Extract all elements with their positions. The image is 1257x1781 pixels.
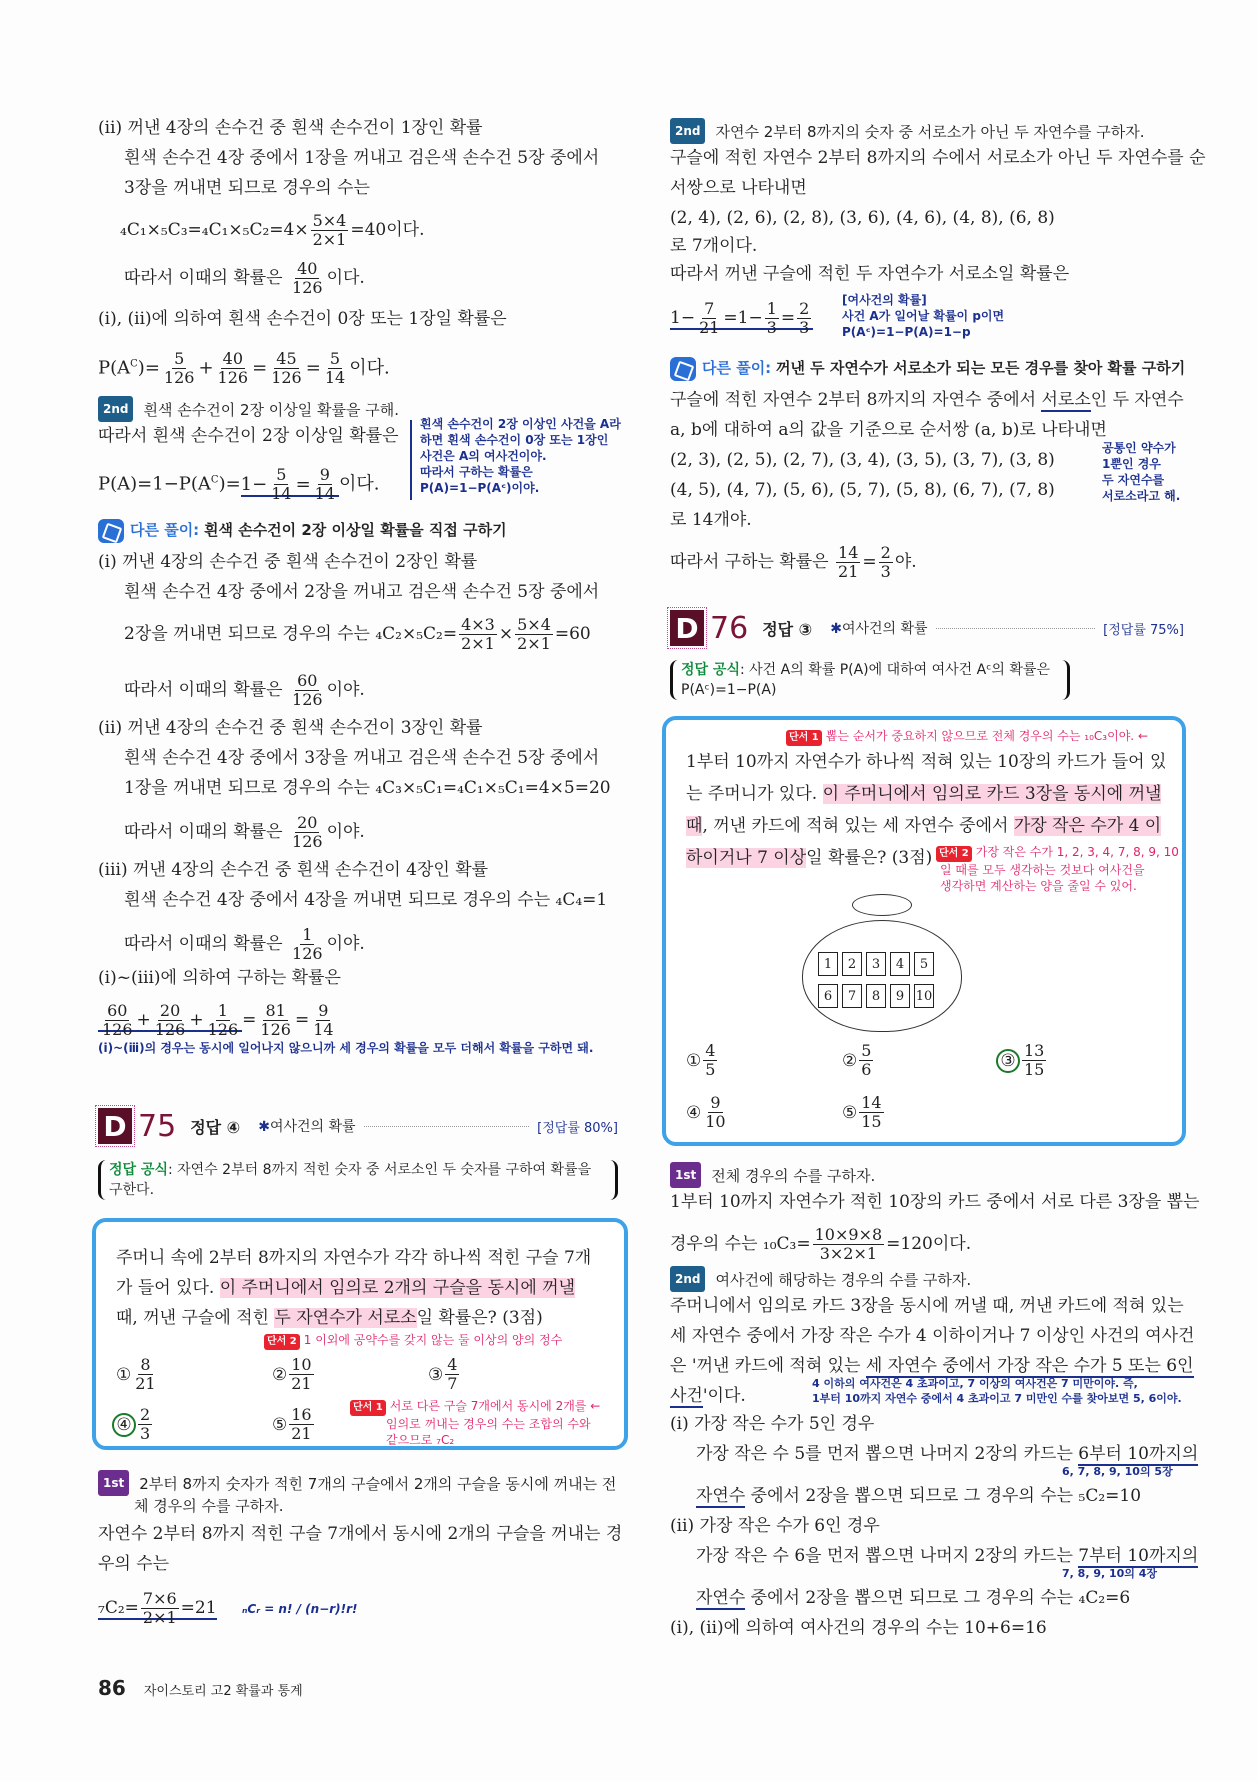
alt-case-1-heading: (ⅰ) 꺼낸 4장의 손수건 중 흰색 손수건이 2장인 확률: [98, 552, 478, 572]
choice-2[interactable]: ② $\frac{10}{21}$: [272, 1355, 312, 1393]
question-line-4: 하이거나 7 이상일 확률은? (3점): [686, 848, 933, 868]
p76-step-2-heading: 2nd 여사건에 해당하는 경우의 수를 구하자.: [670, 1266, 971, 1292]
question-line-2: 가 들어 있다. 이 주머니에서 임의로 2개의 구슬을 동시에 꺼낼: [116, 1278, 575, 1298]
alt-case-3-probability: 따라서 이때의 확률은 $\frac{1}{126}$ 이야.: [124, 925, 365, 963]
difficulty-badge: D: [670, 610, 704, 646]
alt-case-2-heading: (ⅱ) 꺼낸 4장의 손수건 중 흰색 손수건이 3장인 확률: [98, 718, 483, 738]
cards-row-2: 6 7 8 9 10: [816, 984, 936, 1008]
alt-case-1-probability: 따라서 이때의 확률은 $\frac{60}{126}$ 이야.: [124, 671, 365, 709]
complement-note: 흰색 손수건이 2장 이상인 사건을 A라 하면 흰색 손수건이 0장 또는 1장인 사건은 A의 여사건이야. 따라서 구하는 확률은 P(A)=1−P(Aᶜ)이야.: [420, 417, 621, 495]
alt-solution-heading: 다른 풀이: 흰색 손수건이 2장 이상일 확률을 직접 구하기: [98, 518, 507, 543]
answer-formula-box: 정답 공식: 자연수 2부터 8까지 적힌 숫자 중 서로소인 두 숫자를 구하여 확률을 구한다.: [98, 1160, 618, 1200]
question-line-1: 1부터 10까지 자연수가 하나씩 적혀 있는 10장의 카드가 들어 있: [686, 752, 1167, 772]
clue-2-note: 단서 2 1 이외에 공약수를 갖지 않는 둘 이상의 양의 정수: [264, 1332, 562, 1350]
p76-step-2-line-1: 주머니에서 임의로 카드 3장을 동시에 꺼낼 때, 꺼낸 카드에 적혀 있는: [670, 1296, 1184, 1316]
question-line-1: 주머니 속에 2부터 8까지의 자연수가 각각 하나씩 적힌 구슬 7개: [116, 1248, 592, 1268]
step-2-heading: 2nd 흰색 손수건이 2장 이상일 확률을 구해.: [98, 396, 399, 422]
alt-case-2-line-1: 흰색 손수건 4장 중에서 3장을 꺼내고 검은색 손수건 5장 중에서: [124, 748, 600, 768]
correct-answer-circle: ④: [112, 1413, 136, 1437]
count-7: 로 7개이다.: [670, 236, 758, 256]
alt-line-1: 구슬에 적힌 자연수 2부터 8까지의 자연수 중에서 서로소인 두 자연수: [670, 390, 1184, 410]
correct-rate: [정답률 75%]: [1103, 622, 1184, 638]
problem-number: 75: [138, 1108, 177, 1144]
line-2: 서쌍으로 나타내면: [670, 178, 807, 198]
problem-75-header: [98, 1108, 618, 1144]
page-number: 86: [98, 1676, 126, 1700]
alt-total-note: (ⅰ)~(ⅲ)의 경우는 동시에 일어나지 않으니까 세 경우의 확률을 모두 더해서 확률을 구하면 돼.: [98, 1041, 594, 1055]
p75-step-1-line-1: 자연수 2부터 8까지 적힌 구슬 7개에서 동시에 2개의 구슬을 꺼내는 경: [98, 1524, 623, 1544]
p75-step-1-formula: ₇C₂= $\frac{7\times 6}{2\times 1}$ =21 ₙCᵣ = n! / (n−r)!r!: [98, 1589, 358, 1627]
alt-line-2: a, b에 대하여 a의 값을 기준으로 순서쌍 (a, b)로 나타내면: [670, 420, 1107, 440]
case-1-note: 6, 7, 8, 9, 10의 5장: [1062, 1465, 1173, 1478]
p75-step-1-line-2: 우의 수는: [98, 1554, 170, 1574]
case-1-line-2: 자연수 중에서 2장을 뽑으면 되므로 그 경우의 수는 ₅C₂=10: [696, 1486, 1142, 1506]
choice-3-selected[interactable]: ③ $\frac{13}{15}$: [996, 1042, 1048, 1079]
combination-formula-note: ₙCᵣ = n! / (n−r)!r!: [241, 1602, 358, 1616]
coprime-definition-note: 공통인 약수가 1뿐인 경우 두 자연수를 서로소라고 해.: [1102, 441, 1181, 503]
dice-icon: [98, 519, 124, 543]
alt-case-3-line-1: 흰색 손수건 4장 중에서 4장을 꺼내면 되므로 경우의 수는 ₄C₄=1: [124, 890, 608, 910]
fraction: $\frac{5\times 4}{2\times 1}$: [312, 211, 347, 249]
choice-3[interactable]: ③ $\frac{4}{7}$: [428, 1355, 458, 1393]
coprime-pairs-row-1: (2, 3), (2, 5), (2, 7), (3, 4), (3, 5), (3, 7), (3, 8): [670, 450, 1055, 470]
bag-body: [802, 920, 962, 1032]
complement-calc: 1− $\frac{7}{21}$ =1− $\frac{1}{3}$ = $\frac{2}{3}$: [670, 300, 813, 337]
count-14: 로 14개야.: [670, 510, 752, 530]
case-2-probability: 따라서 이때의 확률은 $\frac{40}{126}$ 이다.: [124, 259, 365, 297]
p76-step-2-line-4: 사건'이다.: [670, 1386, 746, 1406]
step-2-heading: 2nd 자연수 2부터 8까지의 숫자 중 서로소가 아닌 두 자연수를 구하자.: [670, 118, 1145, 144]
alt-solution-heading: 다른 풀이: 꺼낸 두 자연수가 서로소가 되는 모든 경우를 찾아 확률 구하기: [670, 356, 1185, 381]
p-ac-formula: $P(A^C)=$ $\frac{5}{126}$ + $\frac{40}{126}$ = $\frac{45}{126}$ = $\frac{5}{14}$ 이다.: [98, 349, 390, 387]
page-footer: [98, 1676, 303, 1704]
p-a-formula: $P(A)=1-P(A^C)=1-$ $\frac{5}{14}$ = $\frac{9}{14}$ 이다.: [98, 465, 380, 503]
alt-case-1-line-2: 2장을 꺼내면 되므로 경우의 수는 ₄C₂×₅C₂= $\frac{4\times 3}{2\times 1}$ × $\frac{5\times 4}{2\times 1}$ =60: [124, 615, 591, 653]
total-line: (ⅰ), (ⅱ)에 의하여 여사건의 경우의 수는 10+6=16: [670, 1618, 1047, 1638]
alt-total-line: (ⅰ)~(ⅲ)에 의하여 구하는 확률은: [98, 968, 341, 988]
case-2-line-2: 3장을 꺼내면 되므로 경우의 수는: [124, 178, 370, 198]
alt-case-3-heading: (ⅲ) 꺼낸 4장의 손수건 중 흰색 손수건이 4장인 확률: [98, 860, 489, 880]
case-1-line-1: 가장 작은 수 5를 먼저 뽑으면 나머지 2장의 카드는 6부터 10까지의: [696, 1444, 1199, 1464]
problem-75-box: [92, 1218, 628, 1450]
case-2-formula: ₄C₁×₅C₃=₄C₁×₅C₂=4× $\frac{5\times 4}{2\times 1}$ =40이다.: [120, 211, 425, 249]
p76-step-2-line-2: 세 자연수 중에서 가장 작은 수가 4 이하이거나 7 이상인 사건의 여사건: [670, 1326, 1195, 1346]
case-2-line-2: 자연수 중에서 2장을 뽑으면 되므로 그 경우의 수는 ₄C₂=6: [696, 1588, 1131, 1608]
dice-icon: [670, 357, 696, 381]
question-line-3: 때, 꺼낸 구슬에 적힌 두 자연수가 서로소일 확률은? (3점): [116, 1308, 543, 1328]
cards-row-1: 1 2 3 4 5: [816, 952, 936, 976]
step-2-badge: 2nd: [98, 396, 133, 422]
bag-opening: [852, 894, 912, 916]
correct-rate: [정답률 80%]: [537, 1120, 618, 1136]
p75-step-1-heading-cont: 체 경우의 수를 구하자.: [134, 1497, 284, 1515]
leader-dots: [364, 1126, 530, 1127]
case-1-heading: (ⅰ) 가장 작은 수가 5인 경우: [670, 1414, 875, 1434]
case-2-line-1: 가장 작은 수 6을 먼저 뽑으면 나머지 2장의 카드는 7부터 10까지의: [696, 1546, 1199, 1566]
choice-5[interactable]: ⑤ $\frac{16}{21}$: [272, 1405, 312, 1443]
case-2-note: 7, 8, 9, 10의 4장: [1062, 1567, 1158, 1580]
alt-case-1-line-1: 흰색 손수건 4장 중에서 2장을 꺼내고 검은색 손수건 5장 중에서: [124, 582, 600, 602]
combine-line: (ⅰ), (ⅱ)에 의하여 흰색 손수건이 0장 또는 1장일 확률은: [98, 309, 507, 329]
question-line-3: 때, 꺼낸 카드에 적혀 있는 세 자연수 중에서 가장 작은 수가 4 이: [686, 816, 1162, 836]
choice-4[interactable]: ④ $\frac{9}{10}$: [686, 1093, 726, 1131]
book-title: 자이스토리 고2 확률과 통계: [143, 1684, 303, 1699]
clue-1-note: 단서 1 서로 다른 구슬 7개에서 동시에 2개를 ← 임의로 꺼내는 경우의 수는 조합의 수와 같으므로 ₇C₂: [350, 1398, 600, 1448]
case-2-line-1: 흰색 손수건 4장 중에서 1장을 꺼내고 검은색 손수건 5장 중에서: [124, 148, 600, 168]
answer-label: 정답 ④: [190, 1117, 241, 1137]
topic-label: ✱여사건의 확률: [830, 621, 928, 637]
p76-step-1-line-2: 경우의 수는 ₁₀C₃= $\frac{10\times 9\times 8}{3\times 2\times 1}$ =120이다.: [670, 1225, 972, 1263]
choice-2[interactable]: ② $\frac{5}{6}$: [842, 1041, 872, 1079]
choice-1[interactable]: ① $\frac{4}{5}$: [686, 1041, 716, 1079]
step-1-badge: 1st: [98, 1470, 129, 1496]
complement-rule-note: [여사건의 확률] 사건 A가 일어날 확률이 p이면 P(Aᶜ)=1−P(A)=1−p: [842, 293, 1005, 339]
step-2-line: 따라서 흰색 손수건이 2장 이상일 확률은: [98, 426, 399, 446]
choice-5[interactable]: ⑤ $\frac{14}{15}$: [842, 1093, 882, 1131]
problem-76-header: [670, 610, 1184, 646]
problem-number: 76: [710, 610, 749, 646]
topic-label: ✱여사건의 확률: [258, 1119, 356, 1135]
question-line-2: 는 주머니가 있다. 이 주머니에서 임의로 카드 3장을 동시에 꺼낼: [686, 784, 1162, 804]
alt-case-2-probability: 따라서 이때의 확률은 $\frac{20}{126}$ 이야.: [124, 813, 365, 851]
alt-total-formula: $\frac{60}{126}$ + $\frac{20}{126}$ + $\frac{1}{126}$ = $\frac{81}{126}$ = $\frac{9}{14}$: [98, 1002, 338, 1039]
choice-4-selected[interactable]: ④ $\frac{2}{3}$: [112, 1406, 154, 1443]
answer-formula-box: 정답 공식: 사건 A의 확률 P(A)에 대하여 여사건 Aᶜ의 확률은 P(Aᶜ)=1−P(A): [670, 660, 1070, 700]
probability-line: 따라서 꺼낸 구슬에 적힌 두 자연수가 서로소일 확률은: [670, 264, 1070, 284]
alt-case-2-line-2: 1장을 꺼내면 되므로 경우의 수는 ₄C₃×₅C₁=₄C₁×₅C₁=4×5=20: [124, 778, 611, 798]
p76-step-2-line-3: 은 '꺼낸 카드에 적혀 있는 세 자연수 중에서 가장 작은 수가 5 또는 6인: [670, 1356, 1194, 1376]
p76-step-1-line-1: 1부터 10까지 자연수가 적힌 10장의 카드 중에서 서로 다른 3장을 뽑는: [670, 1192, 1200, 1212]
alt-probability: 따라서 구하는 확률은 $\frac{14}{21}$ = $\frac{2}{3}$ 야.: [670, 543, 917, 581]
coprime-pairs-row-2: (4, 5), (4, 7), (5, 6), (5, 7), (5, 8), (6, 7), (7, 8): [670, 480, 1055, 500]
problem-76-box: [662, 716, 1186, 1146]
correct-answer-circle: ③: [996, 1049, 1020, 1073]
line-1: 구슬에 적힌 자연수 2부터 8까지의 수에서 서로소가 아닌 두 자연수를 순: [670, 148, 1206, 168]
choice-1[interactable]: ① $\frac{8}{21}$: [116, 1355, 156, 1393]
p76-step-1-heading: 1st 전체 경우의 수를 구하자.: [670, 1162, 875, 1188]
card-bag-illustration: [802, 894, 962, 1034]
connector-line: [410, 420, 412, 500]
clue-1-note: 단서 1 뽑는 순서가 중요하지 않으므로 전체 경우의 수는 ₁₀C₃이야. ←: [786, 728, 1148, 746]
leader-dots: [936, 628, 1096, 629]
case-2-heading: (ⅱ) 가장 작은 수가 6인 경우: [670, 1516, 880, 1536]
not-coprime-pairs: (2, 4), (2, 6), (2, 8), (3, 6), (4, 6), (4, 8), (6, 8): [670, 208, 1055, 228]
case-2-heading: (ⅱ) 꺼낸 4장의 손수건 중 흰색 손수건이 1장인 확률: [98, 118, 483, 138]
complement-range-note: 4 이하의 여사건은 4 초과이고, 7 이상의 여사건은 7 미만이야. 즉, 1부터 10까지 자연수 중에서 4 초과이고 7 미만인 수를 찾아보면 5, 6이야.: [812, 1377, 1182, 1405]
difficulty-badge: D: [98, 1108, 132, 1144]
clue-2-note: 단서 2 가장 작은 수가 1, 2, 3, 4, 7, 8, 9, 10 일 때를 모두 생각하는 것보다 여사건을 생각하면 계산하는 양을 줄일 수 있어.: [936, 844, 1179, 894]
p75-step-1-heading: 1st 2부터 8까지 숫자가 적힌 7개의 구슬에서 2개의 구슬을 동시에 꺼내는 전: [98, 1470, 616, 1496]
answer-label: 정답 ③: [762, 619, 813, 639]
